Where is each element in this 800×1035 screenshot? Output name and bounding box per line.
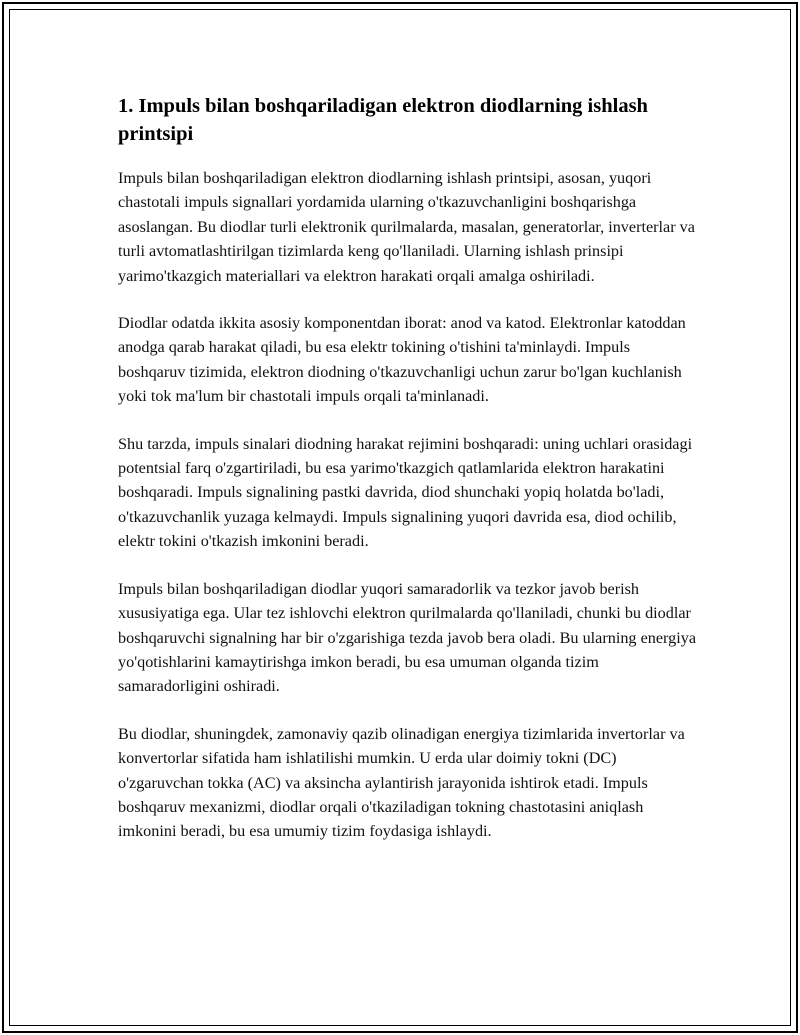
paragraph-2: Diodlar odatda ikkita asosiy komponentdan iborat: anod va katod. Elektronlar katoddan anodga qarab harakat qiladi, bu esa elektr tokining o'tishini ta'minlaydi. Impuls boshqaruv tizimida, elektron diodning o'tkazuvchanligi uchun zarur bo'lgan kuchlanish yoki tok ma'lum bir chastotali impuls orqali ta'minlanadi.	[118, 314, 686, 406]
document-body	[118, 92, 698, 867]
paragraph-3: Shu tarzda, impuls sinalari diodning harakat rejimini boshqaradi: uning uchlari orasidagi potentsial farq o'zgartiriladi, bu esa yarimo'tkazgich qatlamlarida elektron harakatini boshqaradi. Impuls signalining pastki davrida, diod shunchaki yopiq holatda bo'ladi, o'tkazuvchanlik yuzaga kelmaydi. Impuls signalining yuqori davrida esa, diod ochilib, elektr tokini o'tkazish imkonini beradi.	[118, 434, 693, 551]
paragraph-5: Bu diodlar, shuningdek, zamonaviy qazib olinadigan energiya tizimlarida invertorlar va konvertorlar sifatida ham ishlatilishi mumkin. U erda ular doimiy tokni (DC) o'zgaruvchan tokka (AC) va aksincha aylantirish jarayonida ishtirok etadi. Impuls boshqaruv mexanizmi, diodlar orqali o'tkaziladigan tokning chastotasini aniqlash imkonini beradi, bu esa umumiy tizim foydasiga ishlaydi.	[118, 724, 685, 841]
paragraph-1: Impuls bilan boshqariladigan elektron diodlarning ishlash printsipi, asosan, yuqori chastotali impuls signallari yordamida ularning o'tkazuvchanligini boshqarishga asoslangan. Bu diodlar turli elektronik qurilmalarda, masalan, generatorlar, inverterlar va turli avtomatlashtirilgan tizimlarda keng qo'llaniladi. Ularning ishlash prinsipi yarimo'tkazgich materiallari va elektron harakati orqali amalga oshiriladi.	[118, 169, 695, 285]
paragraph-4: Impuls bilan boshqariladigan diodlar yuqori samaradorlik va tezkor javob berish xususiyatiga ega. Ular tez ishlovchi elektron qurilmalarda qo'llaniladi, chunki bu diodlar boshqaruvchi signalning har bir o'zgarishiga tezda javob bera oladi. Bu ularning energiya yo'qotishlarini kamaytirishga imkon beradi, bu esa umuman olganda tizim samaradorligini oshiradi.	[118, 579, 696, 696]
section-heading: 1. Impuls bilan boshqariladigan elektron diodlarning ishlash printsipi	[118, 95, 648, 145]
